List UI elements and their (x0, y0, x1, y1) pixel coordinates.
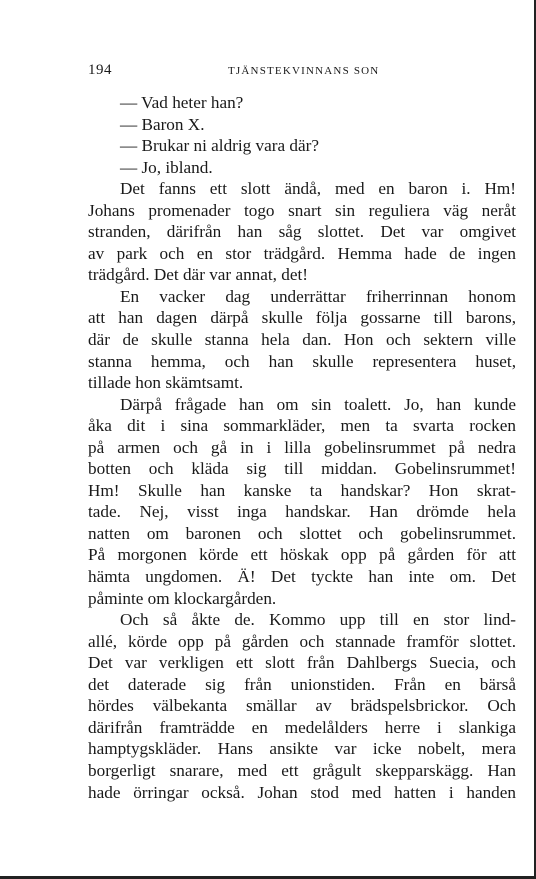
text-line: hade örringar också. Johan stod med hatten i handen (88, 782, 516, 802)
text-line: Därpå frågade han om sin toalett. Jo, han kunde (120, 394, 516, 414)
text-line: av park och en stor trädgård. Hemma hade de ingen (88, 243, 516, 263)
text-line: En vacker dag underrättar friherrinnan honom (120, 286, 516, 306)
text-line: — Jo, ibland. (120, 157, 213, 177)
text-line: — Vad heter han? (120, 93, 244, 112)
text-line: där de skulle stanna hela dan. Hon och sektern ville (88, 330, 516, 350)
text-line: påminte om klockargården. (88, 588, 277, 608)
text-line: att han dagen därpå skulle följa gossarne till barons, (88, 308, 516, 328)
text-line: Det var verkligen ett slott från Dahlbergs Suecia, och (88, 653, 516, 673)
text-line: åka dit i sina sommarkläder, men ta svarta rocken (88, 416, 516, 436)
text-line: trädgård. Det där var annat, det! (88, 265, 308, 285)
text-line: På morgonen körde ett höskak opp på gården för att (88, 545, 516, 565)
text-line: stranden, därifrån han såg slottet. Det var omgivet (88, 222, 516, 242)
body-text (88, 92, 516, 803)
text-line: därifrån framträdde en medelålders herre i slankiga (88, 717, 516, 737)
text-line: Johans promenader togo snart sin reguliera väg neråt (88, 200, 516, 220)
text-line: natten om baronen och slottet och gobelinsrummet. (88, 523, 516, 543)
text-line: det daterade sig från unionstiden. Från en bärså (88, 674, 516, 694)
page-header (88, 62, 516, 82)
text-line: — Brukar ni aldrig vara där? (120, 136, 320, 156)
text-line: Och så åkte de. Kommo upp till en stor lind- (120, 610, 516, 630)
page-number: 194 (88, 62, 112, 78)
text-line: Hm! Skulle han kanske ta handskar? Hon skrat- (88, 480, 516, 500)
text-line: tade. Nej, visst inga handskar. Han drömde hela (88, 502, 516, 522)
text-line: botten och kläda sig till middan. Gobelinsrummet! (88, 459, 516, 479)
text-line: Det fanns ett slott ändå, med en baron i. Hm! (120, 179, 516, 199)
text-line: stanna hemma, och han skulle representera huset, (88, 351, 516, 371)
text-line: borgerligt snarare, med ett grågult skepparskägg. Han (88, 760, 516, 780)
text-line: allé, körde opp på gården och stannade framför slottet. (88, 631, 516, 651)
text-line: hördes välbekanta smällar av brädspelsbrickor. Och (88, 696, 516, 716)
running-title: TJÄNSTEKVINNANS SON (228, 65, 380, 77)
text-line: tillade hon skämtsamt. (88, 373, 244, 393)
text-line: hamptygskläder. Hans ansikte var icke nobelt, mera (88, 739, 516, 759)
text-line: — Baron X. (120, 114, 205, 134)
text-line: på armen och gå in i lilla gobelinsrummet på nedra (88, 437, 516, 457)
text-line: hämta ungdomen. Ä! Det tyckte han inte om. Det (88, 567, 516, 587)
